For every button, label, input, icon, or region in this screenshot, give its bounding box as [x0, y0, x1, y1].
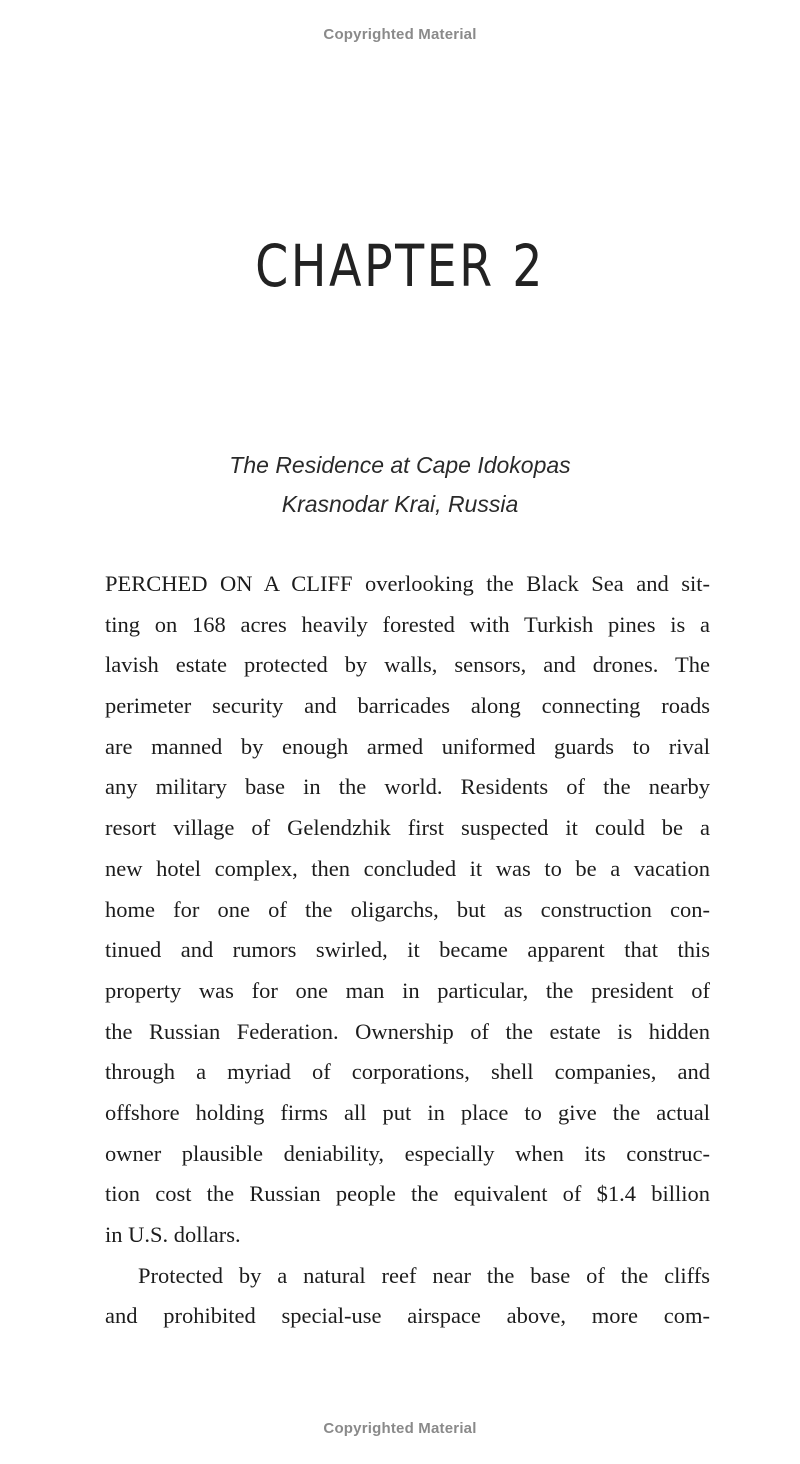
body-line: the Russian Federation. Ownership of the estate is hidden — [105, 1018, 710, 1044]
chapter-location — [0, 446, 800, 524]
body-line: PERCHED ON A CLIFF overlooking the Black Sea and sit- — [105, 571, 710, 596]
chapter-body — [105, 564, 710, 1337]
body-line: any military base in the world. Residents of the nearby — [105, 774, 710, 800]
body-line: and prohibited special-use airspace above, more com- — [105, 1303, 710, 1329]
body-line: owner plausible deniability, especially when its construc- — [105, 1140, 710, 1166]
body-line: through a myriad of corporations, shell companies, and — [105, 1059, 710, 1085]
body-line: tion cost the Russian people the equivalent of $1.4 billion — [105, 1181, 710, 1207]
body-line: offshore holding firms all put in place to give the actual — [105, 1099, 710, 1125]
body-line: in U.S. dollars. — [105, 1222, 241, 1247]
body-line: lavish estate protected by walls, sensors, and drones. The — [105, 652, 710, 678]
copyright-watermark-top: Copyrighted Material — [323, 26, 477, 43]
body-line: are manned by enough armed uniformed guards to rival — [105, 733, 710, 759]
location-line-2: Krasnodar Krai, Russia — [281, 491, 519, 517]
chapter-title: CHAPTER 2 — [255, 232, 545, 300]
body-line: new hotel complex, then concluded it was to be a vacation — [105, 855, 710, 881]
body-line: home for one of the oligarchs, but as construction con- — [105, 896, 710, 922]
body-line: resort village of Gelendzhik first suspected it could be a — [105, 815, 710, 841]
body-line: property was for one man in particular, the president of — [105, 977, 710, 1003]
body-line-paragraph-start: Protected by a natural reef near the base of the cliffs — [138, 1262, 710, 1288]
body-line: tinued and rumors swirled, it became apparent that this — [105, 937, 710, 963]
body-line: ting on 168 acres heavily forested with Turkish pines is a — [105, 611, 710, 637]
copyright-watermark-bottom: Copyrighted Material — [323, 1420, 477, 1437]
location-line-1: The Residence at Cape Idokopas — [229, 452, 571, 478]
body-line: perimeter security and barricades along connecting roads — [105, 693, 710, 719]
